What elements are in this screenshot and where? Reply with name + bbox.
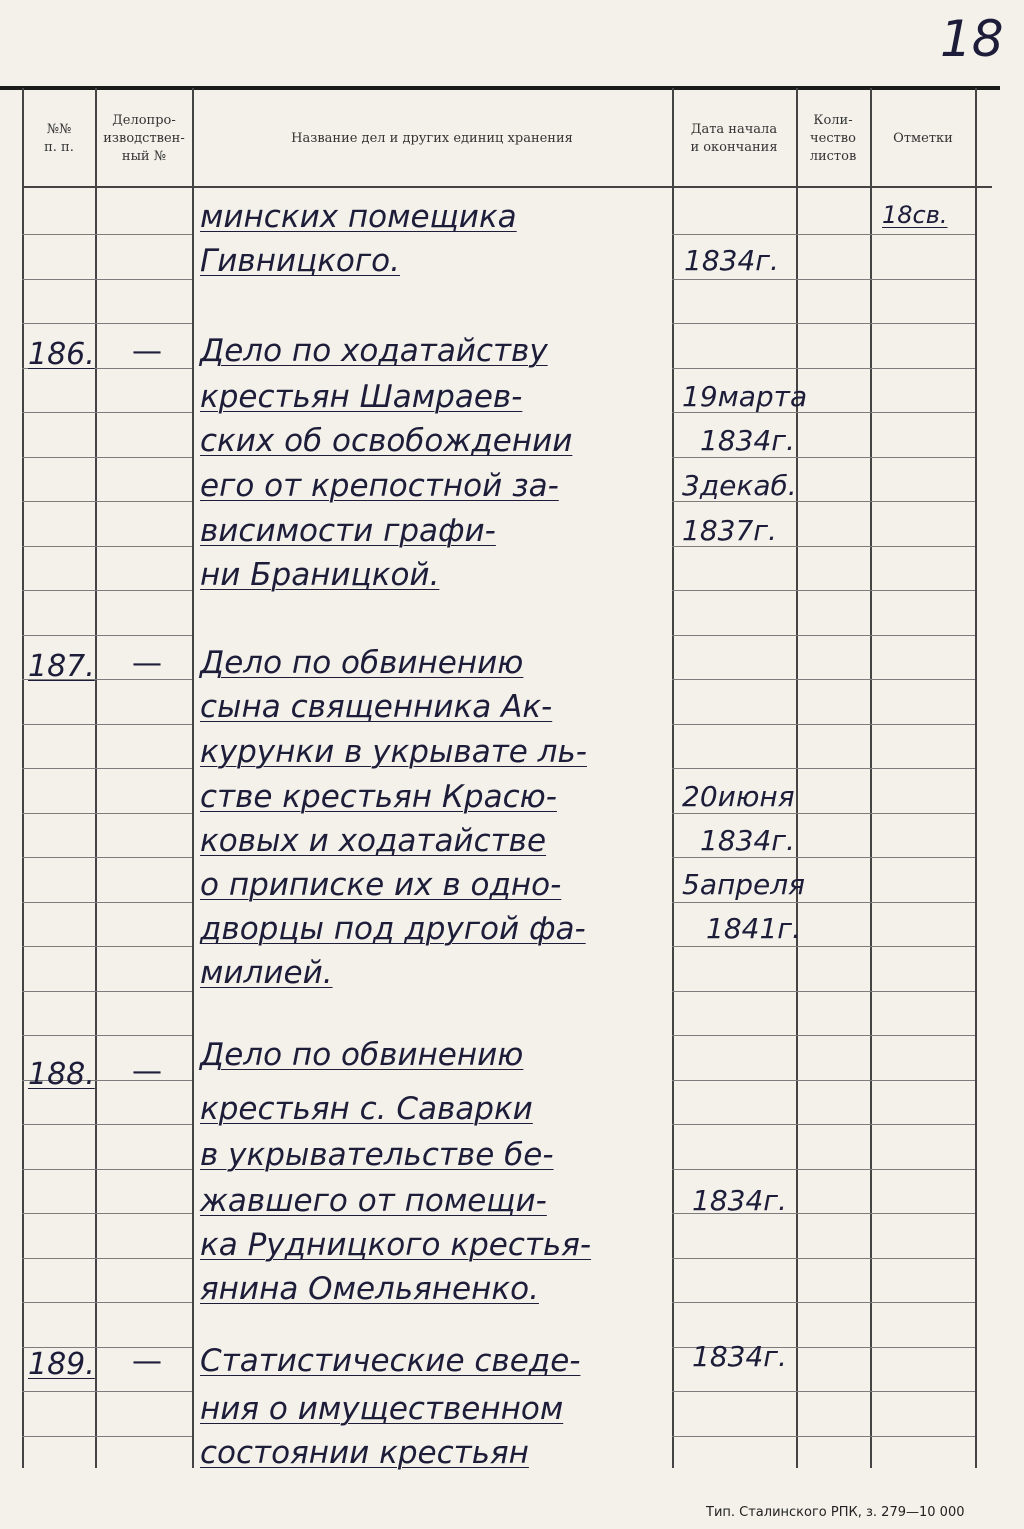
row-rule bbox=[870, 590, 975, 591]
print-imprint: Тип. Сталинского РПК, з. 279—10 000 bbox=[706, 1505, 965, 1520]
column-border-3 bbox=[672, 88, 674, 1468]
entry-188-line: жавшего от помещи- bbox=[200, 1183, 547, 1219]
row-rule bbox=[22, 590, 95, 591]
row-rule bbox=[796, 546, 870, 547]
entry-186-office-num: — bbox=[132, 334, 162, 369]
row-rule bbox=[672, 234, 796, 235]
continuation-line-2: Гивницкого. bbox=[200, 243, 401, 279]
row-rule bbox=[796, 1302, 870, 1303]
row-rule bbox=[22, 1258, 95, 1259]
entry-187-number: 187. bbox=[28, 649, 95, 684]
row-rule bbox=[95, 724, 192, 725]
continuation-line-1: минских помещика bbox=[200, 199, 517, 235]
entry-189-line: ния о имущественном bbox=[200, 1391, 564, 1427]
entry-187-line: милией. bbox=[200, 955, 333, 991]
entry-188-date: 1834г. bbox=[692, 1184, 787, 1217]
row-rule bbox=[95, 1258, 192, 1259]
row-rule bbox=[22, 1213, 95, 1214]
row-rule bbox=[796, 813, 870, 814]
row-rule bbox=[796, 1391, 870, 1392]
row-rule bbox=[672, 590, 796, 591]
row-rule bbox=[870, 1169, 975, 1170]
row-rule bbox=[870, 724, 975, 725]
row-rule bbox=[95, 234, 192, 235]
row-rule bbox=[95, 813, 192, 814]
row-rule bbox=[22, 902, 95, 903]
entry-188-line: янина Омельяненко. bbox=[200, 1271, 539, 1307]
row-rule bbox=[95, 590, 192, 591]
row-rule bbox=[22, 857, 95, 858]
row-rule bbox=[95, 546, 192, 547]
row-rule bbox=[22, 946, 95, 947]
row-rule bbox=[870, 946, 975, 947]
entry-187-line: Дело по обвинению bbox=[200, 645, 524, 681]
entry-187-line: о приписке их в одно- bbox=[200, 867, 562, 903]
row-rule bbox=[672, 902, 796, 903]
row-rule bbox=[22, 1302, 95, 1303]
entry-188-line: ка Рудницкого крестья- bbox=[200, 1227, 592, 1263]
row-rule bbox=[22, 1169, 95, 1170]
entry-187-line: ковых и ходатайстве bbox=[200, 823, 547, 859]
row-rule bbox=[870, 1213, 975, 1214]
row-rule bbox=[672, 635, 796, 636]
row-rule bbox=[870, 635, 975, 636]
row-rule bbox=[870, 902, 975, 903]
row-rule bbox=[796, 857, 870, 858]
row-rule bbox=[95, 1169, 192, 1170]
entry-186-line: Дело по ходатайству bbox=[200, 333, 548, 369]
row-rule bbox=[870, 1302, 975, 1303]
row-rule bbox=[870, 768, 975, 769]
row-rule bbox=[95, 902, 192, 903]
row-rule bbox=[672, 279, 796, 280]
row-rule bbox=[672, 368, 796, 369]
entry-189-line: Статистические сведе- bbox=[200, 1343, 581, 1379]
row-rule bbox=[796, 279, 870, 280]
row-rule bbox=[672, 724, 796, 725]
column-border-4 bbox=[796, 88, 798, 1468]
entry-186-date: 1837г. bbox=[682, 514, 777, 547]
row-rule bbox=[870, 412, 975, 413]
entry-188-office-num: — bbox=[132, 1054, 162, 1089]
entry-186-line: ских об освобождении bbox=[200, 423, 573, 459]
header-bottom-border bbox=[22, 186, 992, 188]
row-rule bbox=[95, 635, 192, 636]
row-rule bbox=[870, 279, 975, 280]
row-rule bbox=[796, 946, 870, 947]
entry-188-line: крестьян с. Саварки bbox=[200, 1091, 533, 1127]
row-rule bbox=[870, 457, 975, 458]
entry-186-line: его от крепостной за- bbox=[200, 468, 559, 504]
entry-189-line: состоянии крестьян bbox=[200, 1435, 529, 1471]
row-rule bbox=[95, 279, 192, 280]
row-rule bbox=[796, 902, 870, 903]
header-col-office-number: Делопро- изводствен- ный № bbox=[103, 113, 185, 164]
row-rule bbox=[796, 1124, 870, 1125]
row-rule bbox=[796, 501, 870, 502]
row-rule bbox=[22, 1391, 95, 1392]
row-rule bbox=[22, 234, 95, 235]
row-rule bbox=[672, 679, 796, 680]
row-rule bbox=[796, 1347, 870, 1348]
row-rule bbox=[870, 991, 975, 992]
row-rule bbox=[22, 724, 95, 725]
row-rule bbox=[95, 1391, 192, 1392]
row-rule bbox=[95, 768, 192, 769]
row-rule bbox=[22, 1436, 95, 1437]
entry-187-office-num: — bbox=[132, 646, 162, 681]
row-rule bbox=[870, 234, 975, 235]
row-rule bbox=[22, 501, 95, 502]
row-rule bbox=[95, 412, 192, 413]
entry-189-date: 1834г. bbox=[692, 1340, 787, 1373]
row-rule bbox=[672, 1436, 796, 1437]
entry-189-number: 189. bbox=[28, 1347, 95, 1382]
row-rule bbox=[672, 946, 796, 947]
header-col-number: №№ п. п. bbox=[44, 122, 74, 155]
row-rule bbox=[672, 323, 796, 324]
column-border-right bbox=[975, 88, 977, 1468]
header-col-notes: Отметки bbox=[893, 131, 953, 146]
row-rule bbox=[95, 1302, 192, 1303]
row-rule bbox=[22, 1035, 95, 1036]
entry-186-line: ни Браницкой. bbox=[200, 557, 440, 593]
row-rule bbox=[796, 1035, 870, 1036]
entry-187-date: 1834г. bbox=[700, 824, 795, 857]
row-rule bbox=[870, 679, 975, 680]
row-rule bbox=[870, 813, 975, 814]
row-rule bbox=[796, 991, 870, 992]
row-rule bbox=[95, 1035, 192, 1036]
column-border-5 bbox=[870, 88, 872, 1468]
row-rule bbox=[95, 1436, 192, 1437]
row-rule bbox=[22, 635, 95, 636]
row-rule bbox=[870, 368, 975, 369]
entry-187-date: 1841г. bbox=[706, 912, 801, 945]
row-rule bbox=[672, 991, 796, 992]
row-rule bbox=[672, 1258, 796, 1259]
table-top-border bbox=[0, 86, 1000, 90]
row-rule bbox=[95, 1124, 192, 1125]
row-rule bbox=[95, 946, 192, 947]
row-rule bbox=[672, 1169, 796, 1170]
row-rule bbox=[22, 991, 95, 992]
row-rule bbox=[796, 1213, 870, 1214]
row-rule bbox=[672, 1124, 796, 1125]
continuation-date: 1834г. bbox=[684, 244, 779, 277]
entry-186-date: 3декаб. bbox=[682, 469, 797, 502]
row-rule bbox=[672, 1391, 796, 1392]
row-rule bbox=[95, 323, 192, 324]
row-rule bbox=[796, 635, 870, 636]
header-col-title: Название дел и других единиц хранения bbox=[291, 131, 573, 146]
row-rule bbox=[22, 1124, 95, 1125]
row-rule bbox=[672, 768, 796, 769]
entry-188-line: в укрывательстве бе- bbox=[200, 1137, 554, 1173]
row-rule bbox=[796, 724, 870, 725]
row-rule bbox=[870, 1035, 975, 1036]
row-rule bbox=[796, 679, 870, 680]
entry-187-line: курунки в укрывате ль- bbox=[200, 734, 587, 770]
row-rule bbox=[870, 501, 975, 502]
row-rule bbox=[22, 546, 95, 547]
row-rule bbox=[95, 991, 192, 992]
row-rule bbox=[796, 768, 870, 769]
column-border-1 bbox=[95, 88, 97, 1468]
row-rule bbox=[95, 457, 192, 458]
row-rule bbox=[672, 1302, 796, 1303]
row-rule bbox=[870, 1391, 975, 1392]
row-rule bbox=[22, 279, 95, 280]
row-rule bbox=[672, 1080, 796, 1081]
entry-186-date: 19марта bbox=[682, 380, 808, 413]
entry-187-date: 20июня bbox=[682, 780, 795, 813]
row-rule bbox=[796, 1080, 870, 1081]
row-rule bbox=[796, 1436, 870, 1437]
row-rule bbox=[796, 234, 870, 235]
entry-187-line: дворцы под другой фа- bbox=[200, 911, 586, 947]
entry-186-line: висимости графи- bbox=[200, 513, 496, 549]
row-rule bbox=[796, 1169, 870, 1170]
header-col-dates: Дата начала и окончания bbox=[690, 122, 778, 155]
row-rule bbox=[870, 1436, 975, 1437]
row-rule bbox=[796, 323, 870, 324]
column-border-2 bbox=[192, 88, 194, 1468]
row-rule bbox=[870, 1080, 975, 1081]
entry-187-line: стве крестьян Красю- bbox=[200, 779, 557, 815]
entry-186-date: 1834г. bbox=[700, 424, 795, 457]
row-rule bbox=[22, 768, 95, 769]
row-rule bbox=[95, 501, 192, 502]
entry-186-number: 186. bbox=[28, 337, 95, 372]
entry-188-line: Дело по обвинению bbox=[200, 1037, 524, 1073]
row-rule bbox=[672, 1035, 796, 1036]
row-rule bbox=[870, 1124, 975, 1125]
row-rule bbox=[870, 1258, 975, 1259]
row-rule bbox=[870, 857, 975, 858]
column-border-left bbox=[22, 88, 24, 1468]
row-rule bbox=[796, 1258, 870, 1259]
entry-186-line: крестьян Шамраев- bbox=[200, 379, 523, 415]
row-rule bbox=[22, 323, 95, 324]
row-rule bbox=[796, 590, 870, 591]
row-rule bbox=[22, 457, 95, 458]
row-rule bbox=[95, 1213, 192, 1214]
row-rule bbox=[870, 1347, 975, 1348]
page-number: 18 bbox=[940, 10, 1004, 68]
entry-187-line: сына священника Ак- bbox=[200, 689, 553, 725]
row-rule bbox=[870, 546, 975, 547]
entry-188-number: 188. bbox=[28, 1057, 95, 1092]
row-rule bbox=[870, 323, 975, 324]
row-rule bbox=[22, 412, 95, 413]
entry-189-office-num: — bbox=[132, 1344, 162, 1379]
header-col-sheets: Коли- чество листов bbox=[809, 113, 857, 164]
row-rule bbox=[796, 457, 870, 458]
entry-187-date: 5апреля bbox=[682, 868, 806, 901]
row-rule bbox=[95, 857, 192, 858]
row-rule bbox=[22, 813, 95, 814]
row-rule bbox=[796, 368, 870, 369]
continuation-note: 18св. bbox=[882, 201, 948, 229]
